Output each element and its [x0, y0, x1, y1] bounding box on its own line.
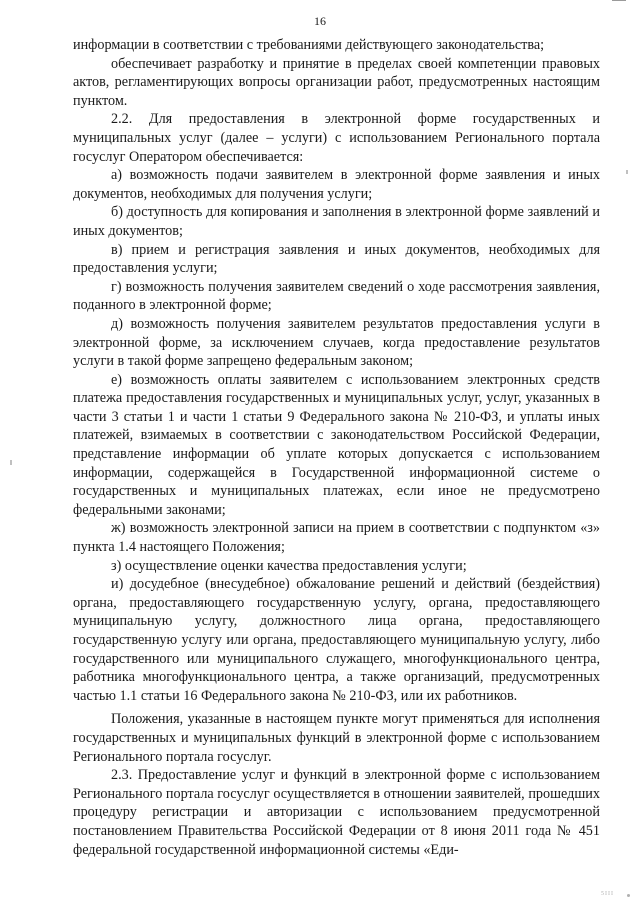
- page-number: 16: [314, 14, 326, 28]
- scan-speck-right: [626, 170, 628, 174]
- paragraph-2-2: 2.2. Для предоставления в электронной форме государственных и муниципальных услуг (далее – услуги) с использованием Регионального портала госуслуг Оператором обеспечивается:: [73, 111, 600, 165]
- scan-corner-mark: [612, 0, 626, 4]
- list-item-i: и) досудебное (внесудебное) обжалование решений и действий (бездействия) органа, предоставляющего государственную услугу, органа, предоставляющего муниципальную услугу, должностного лица органа, предоставляющего государственную услугу или органа, предоставляющего муниципальную услугу, либо государственного или муниципального служащего, многофункционального центра, работника многофункционального центра, а также организаций, предусмотренных частью 1.1 статьи 16 Федерального закона № 210-ФЗ, или их работников.: [73, 576, 600, 704]
- scan-speck-left: [10, 460, 12, 465]
- scan-footer-mark: 5III: [601, 891, 614, 897]
- list-item-zh: ж) возможность электронной записи на прием в соответствии с подпунктом «з» пункта 1.4 настоящего Положения;: [73, 520, 600, 556]
- list-item-z: з) осуществление оценки качества предоставления услуги;: [111, 557, 467, 574]
- paragraph-provisions-note: Положения, указанные в настоящем пункте могут применяться для исполнения государственных и муниципальных функций в электронной форме с использованием Регионального портала госуслуг.: [73, 711, 600, 765]
- paragraph-continuation: информации в соответствии с требованиями действующего законодательства;: [73, 37, 545, 53]
- scan-speck-footer: [627, 894, 630, 897]
- paragraph-2-3: 2.3. Предоставление услуг и функций в электронной форме с использованием Регионального портала госуслуг осуществляется в отношении заявителей, прошедших процедуру регистрации и авторизации с использованием предусмотренной постановлением Правительства Российской Федерации от 8 июня 2011 года № 451 федеральной государственной информационной системы «Еди-: [73, 767, 600, 858]
- list-item-e: е) возможность оплаты заявителем с использованием электронных средств платежа предоставления государственных и муниципальных услуг, услуг, указанных в части 3 статьи 1 и части 1 статьи 9 Федерального закона № 210-ФЗ, и уплаты иных платежей, взимаемых в соответствии с законодательством Российской Федерации, представление информации об уплате которых допускается с использованием информации, содержащейся в Государственной информационной системе о государственных и муниципальных платежах, если иное не предусмотрено федеральными законами;: [73, 371, 600, 518]
- paragraph-develops-acts: обеспечивает разработку и принятие в пределах своей компетенции правовых актов, регламентирующих вопросы организации работ, предусмотренных настоящим пунктом.: [73, 55, 600, 109]
- list-item-g: г) возможность получения заявителем сведений о ходе рассмотрения заявления, поданного в электронной форме;: [73, 278, 600, 314]
- list-item-b: б) доступность для копирования и заполнения в электронной форме заявлений и иных документов;: [73, 204, 600, 239]
- list-item-a: а) возможность подачи заявителем в электронной форме заявления и иных документов, необходимых для получения услуги;: [73, 167, 600, 202]
- list-item-d: д) возможность получения заявителем результатов предоставления услуги в электронной форме, за исключением случаев, когда предоставление результатов услуги в такой форме запрещено федеральным законом;: [73, 315, 600, 370]
- document-body: [73, 36, 600, 859]
- list-item-v: в) прием и регистрация заявления и иных документов, необходимых для предоставления услуги;: [73, 241, 600, 277]
